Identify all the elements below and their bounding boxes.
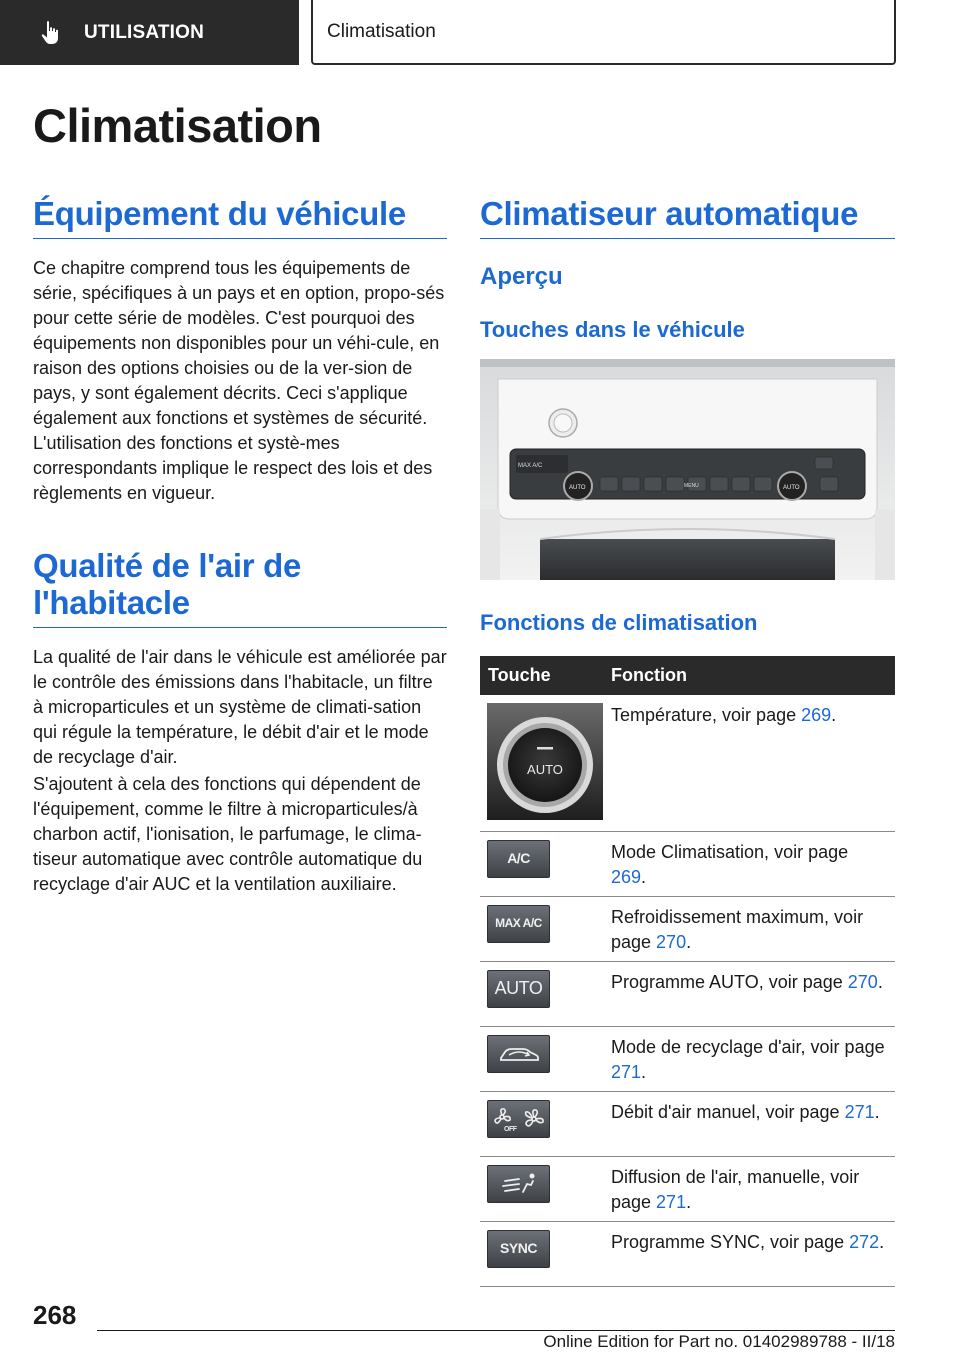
footer-edition: Online Edition for Part no. 01402989788 - II/18 xyxy=(543,1332,895,1351)
fan-off-icon xyxy=(491,1106,517,1132)
row-function-text: Programme AUTO, voir page xyxy=(611,971,848,992)
page-link[interactable]: 270 xyxy=(847,971,878,992)
temperature-knob-icon xyxy=(487,703,603,820)
sync-icon-label: SYNC xyxy=(500,1240,537,1256)
page-link[interactable]: 272 xyxy=(849,1231,880,1252)
page-link[interactable]: 269 xyxy=(611,866,642,887)
row-end: . xyxy=(641,866,647,887)
panel-menu-label: MENU xyxy=(684,483,699,489)
table-row xyxy=(480,961,895,1026)
air-distribution-icon xyxy=(487,1165,550,1203)
table-row xyxy=(480,1091,895,1156)
row-function-text: Mode de recyclage d'air, voir page xyxy=(611,1036,885,1057)
panel-auto-left-label: AUTO xyxy=(569,485,586,491)
fan-icon xyxy=(487,1100,550,1138)
row-end: . xyxy=(686,1191,692,1212)
buttons-heading: Touches dans le véhicule xyxy=(480,317,745,342)
touch-hand-icon xyxy=(40,20,62,46)
table-row xyxy=(480,1221,895,1286)
footer-divider xyxy=(97,1330,895,1331)
header-chapter-tab xyxy=(311,0,896,65)
row-end: . xyxy=(877,971,883,992)
sync-icon xyxy=(487,1230,550,1268)
max-ac-icon xyxy=(487,905,550,943)
page-number: 268 xyxy=(33,1300,77,1330)
ac-icon xyxy=(487,840,550,878)
header-section-label: UTILISATION xyxy=(84,21,205,43)
panel-maxac-label: MAX A/C xyxy=(518,463,543,469)
table-row xyxy=(480,1026,895,1091)
header-chapter-label: Climatisation xyxy=(327,20,436,42)
row-end: . xyxy=(831,705,837,725)
max-ac-icon-label: MAX A/C xyxy=(495,916,542,930)
row-end: . xyxy=(686,931,692,952)
row-function-text: Débit d'air manuel, voir page xyxy=(611,1101,845,1122)
air-quality-text-1: La qualité de l'air dans le véhicule est améliorée par le contrôle des émissions dans l'habitacle, un filtre à microparticules et un système de climati-sation qui régule la température, le débit d'air et le mode de recyclage d'air. xyxy=(33,647,447,767)
equipment-text: Ce chapitre comprend tous les équipements de série, spécifiques à un pays et en option, propo-sés pour cette série de modèles. C'est pourquoi des équipements non disponibles pour un véhi-cule, en raison des options choisies ou de la ver-sion de pays, y sont également décrits. Ceci s'applique également aux fonctions et systèmes de sécurité. L'utilisation des fonctions et systè-mes correspondants implique le respect des lois et des règlements en vigueur. xyxy=(33,258,445,503)
page-link[interactable]: 271 xyxy=(844,1101,875,1122)
row-function-text: Programme SYNC, voir page xyxy=(611,1231,850,1252)
functions-heading: Fonctions de climatisation xyxy=(480,610,758,635)
table-row xyxy=(480,695,895,831)
page-link[interactable]: 270 xyxy=(656,931,687,952)
auto-icon-label: AUTO xyxy=(494,978,543,998)
row-end: . xyxy=(879,1231,885,1252)
table-row xyxy=(480,831,895,896)
temperature-knob-label: AUTO xyxy=(527,762,563,777)
row-function-text: Température, voir page xyxy=(611,705,802,725)
auto-ac-heading: Climatiseur automatique xyxy=(480,195,895,239)
page-link[interactable]: 271 xyxy=(656,1191,687,1212)
row-function-text: Diffusion de l'air, manuelle, voir page xyxy=(611,1166,860,1212)
row-end: . xyxy=(874,1101,880,1122)
table-header-touche: Touche xyxy=(480,656,603,695)
climate-panel-image xyxy=(480,359,895,580)
fan-manual-icon xyxy=(522,1107,546,1131)
page-link[interactable]: 271 xyxy=(611,1061,642,1082)
air-quality-heading: Qualité de l'air de l'habitacle xyxy=(33,547,447,628)
air-distribution-person-icon xyxy=(499,1171,539,1197)
row-function-text: Refroidissement maximum, voir page xyxy=(611,906,864,952)
auto-icon xyxy=(487,970,550,1008)
row-end: . xyxy=(641,1061,647,1082)
fan-off-label: OFF xyxy=(503,1125,517,1132)
table-row xyxy=(480,896,895,961)
page-link[interactable]: 269 xyxy=(801,705,832,725)
table-header-fonction: Fonction xyxy=(603,656,895,695)
panel-auto-right-label: AUTO xyxy=(783,485,800,491)
ac-icon-label: A/C xyxy=(507,850,530,866)
page-title: Climatisation xyxy=(33,99,322,152)
overview-heading: Aperçu xyxy=(480,263,563,290)
recirculation-car-icon xyxy=(497,1043,541,1065)
header-section-tab xyxy=(0,0,299,65)
row-function-text: Mode Climatisation, voir page xyxy=(611,841,849,862)
equipment-heading: Équipement du véhicule xyxy=(33,195,447,239)
table-row xyxy=(480,1156,895,1221)
recirculation-icon xyxy=(487,1035,550,1073)
climate-functions-table xyxy=(480,656,895,1287)
table-header-row xyxy=(480,656,895,695)
air-quality-text-2: S'ajoutent à cela des fonctions qui dépendent de l'équipement, comme le filtre à microparticules/à charbon actif, l'ionisation, le parfumage, le clima-tiseur automatique avec contrôle automatique du recyclage d'air AUC et la ventilation auxiliaire. xyxy=(33,774,423,894)
